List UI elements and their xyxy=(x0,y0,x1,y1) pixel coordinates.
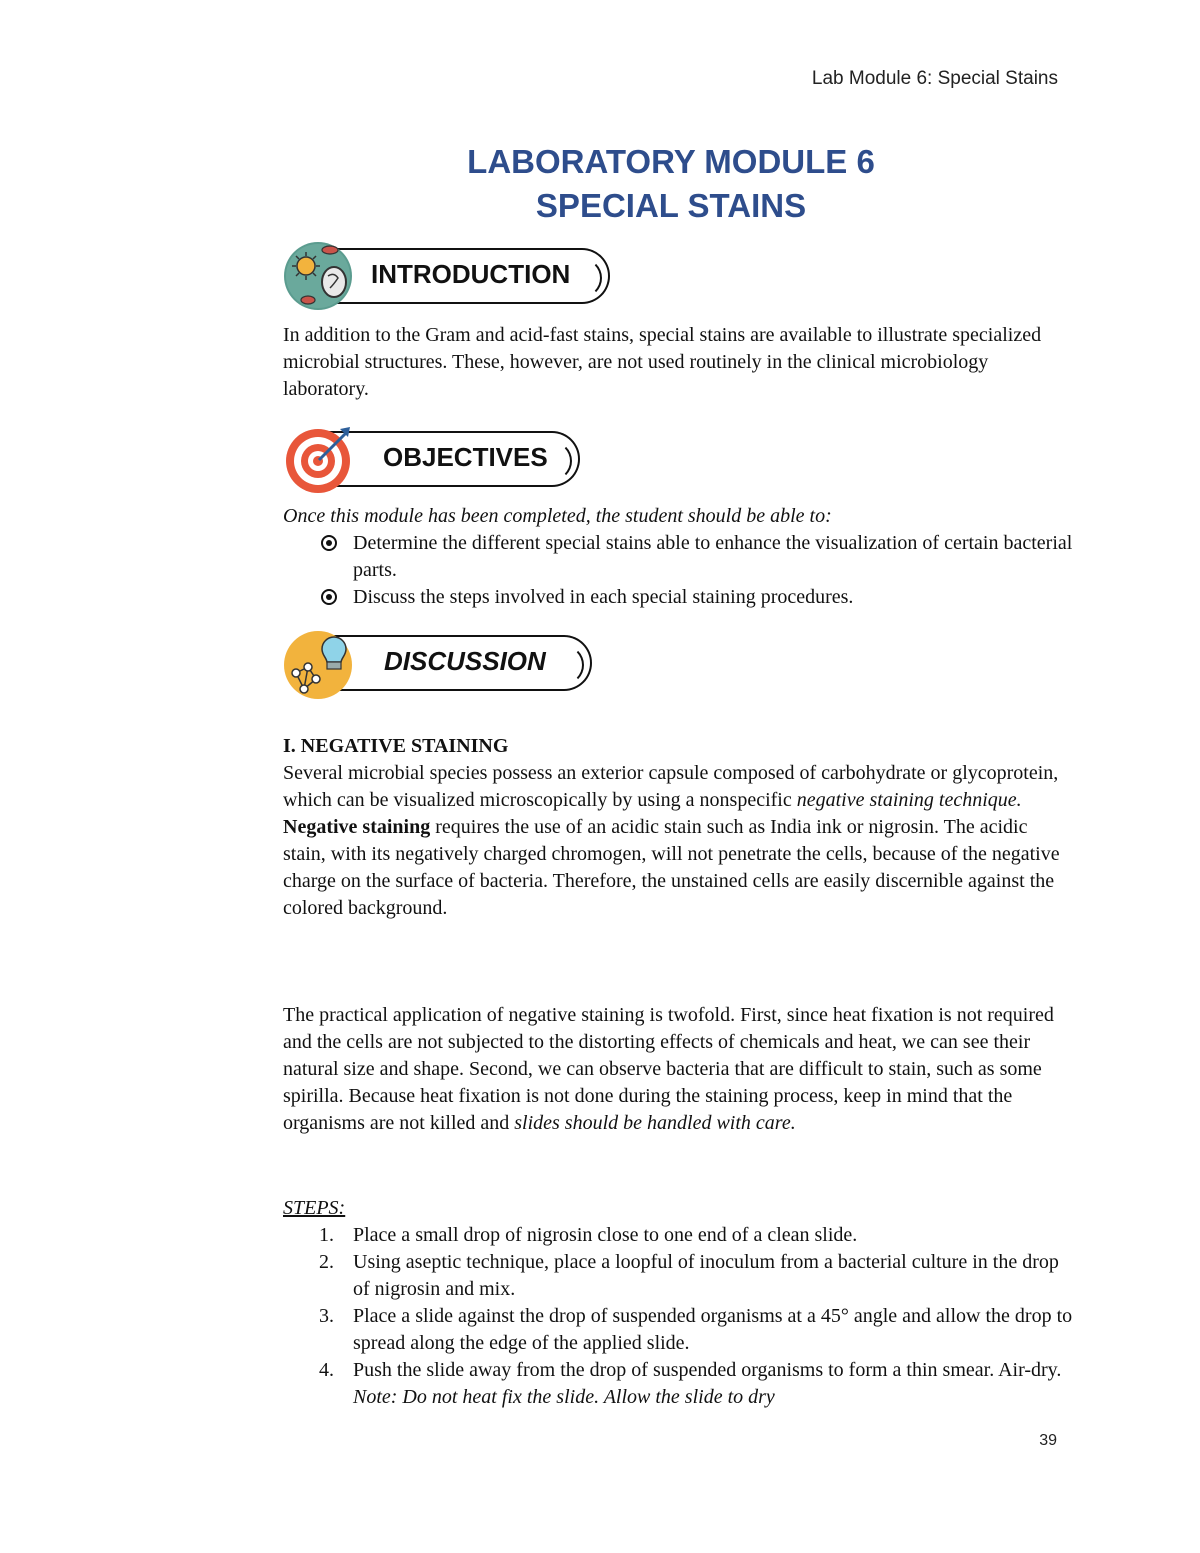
steps-section xyxy=(283,1195,1073,1411)
radio-bullet-icon xyxy=(321,589,337,605)
step-number: 4. xyxy=(319,1359,334,1381)
negative-staining-paragraph-2 xyxy=(283,1002,1073,1137)
microbes-icon xyxy=(282,240,354,317)
objectives-intro: Once this module has been completed, the student should be able to: xyxy=(283,505,832,527)
step-item xyxy=(283,1249,1073,1303)
objective-item xyxy=(283,530,1073,584)
step-item xyxy=(283,1357,1073,1411)
radio-bullet-icon xyxy=(321,535,337,551)
step-note: Note: Do not heat fix the slide. Allow the slide to dry xyxy=(353,1386,775,1408)
negative-staining-section xyxy=(283,733,1073,922)
page-number: 39 xyxy=(1039,1432,1057,1449)
paragraph-italic-text: negative staining technique. xyxy=(796,789,1022,811)
paragraph-text: The practical application of negative staining is twofold. First, since heat fixation is not required and the cells are not subjected to the distorting effects of chemicals and heat, we can see their natural size and shape. Second, we can observe bacteria that are difficult to stain, such as some spirilla. Because heat fixation is not done during the staining process, keep in mind that the organisms are not killed and xyxy=(283,1004,1054,1134)
paragraph-italic-text: slides should be handled with care. xyxy=(514,1112,796,1134)
discussion-label: DISCUSSION xyxy=(384,646,546,676)
title-line-2: SPECIAL STAINS xyxy=(535,187,807,224)
introduction-label: INTRODUCTION xyxy=(371,259,571,289)
step-item xyxy=(283,1222,1073,1249)
objective-text: Determine the different special stains able to enhance the visualization of certain bacterial parts. xyxy=(353,532,1073,581)
step-text: Place a small drop of nigrosin close to one end of a clean slide. xyxy=(353,1224,858,1246)
steps-list xyxy=(283,1222,1073,1411)
running-header: Lab Module 6: Special Stains xyxy=(811,68,1058,89)
step-number: 1. xyxy=(319,1224,334,1246)
objectives-text xyxy=(283,503,1073,611)
objectives-list xyxy=(283,530,1073,611)
step-text: Place a slide against the drop of suspended organisms at a 45° angle and allow the drop to spread along the edge of the applied slide. xyxy=(353,1305,1073,1354)
steps-heading: STEPS: xyxy=(283,1197,346,1219)
objective-text: Discuss the steps involved in each special staining procedures. xyxy=(353,586,854,608)
section-heading: I. NEGATIVE STAINING xyxy=(283,735,509,757)
introduction-paragraph: In addition to the Gram and acid-fast stains, special stains are available to illustrate specialized microbial structures. These, however, are not used routinely in the clinical microbiology laboratory. xyxy=(283,324,1042,400)
step-number: 3. xyxy=(319,1305,334,1327)
introduction-text xyxy=(283,322,1073,403)
negative-staining-applications xyxy=(283,1002,1073,1137)
target-icon xyxy=(282,423,358,500)
paragraph-text: Several microbial species possess an exterior capsule composed of carbohydrate or glycoprotein, which can be visualized microscopically by using a nonspecific xyxy=(283,762,1059,811)
step-text: Push the slide away from the drop of suspended organisms to form a thin smear. Air-dry. xyxy=(353,1359,1062,1381)
paragraph-bold-text: Negative staining xyxy=(283,816,431,838)
objectives-label: OBJECTIVES xyxy=(383,442,548,472)
title-line-1: LABORATORY MODULE 6 xyxy=(467,143,875,180)
step-text: Using aseptic technique, place a loopful of inoculum from a bacterial culture in the drop of nigrosin and mix. xyxy=(353,1251,1059,1300)
step-number: 2. xyxy=(319,1251,334,1273)
page-title xyxy=(0,140,1200,228)
objective-item xyxy=(283,584,1073,611)
step-item xyxy=(283,1303,1073,1357)
negative-staining-paragraph-1 xyxy=(283,760,1073,922)
paragraph-text: requires the use of an acidic stain such as India ink or nigrosin. The acidic stain, with its negatively charged chromogen, will not penetrate the cells, because of the negative charge on the surface of bacteria. Therefore, the unstained cells are easily discernible against the colored background. xyxy=(283,816,1060,919)
lightbulb-molecule-icon xyxy=(282,627,362,708)
